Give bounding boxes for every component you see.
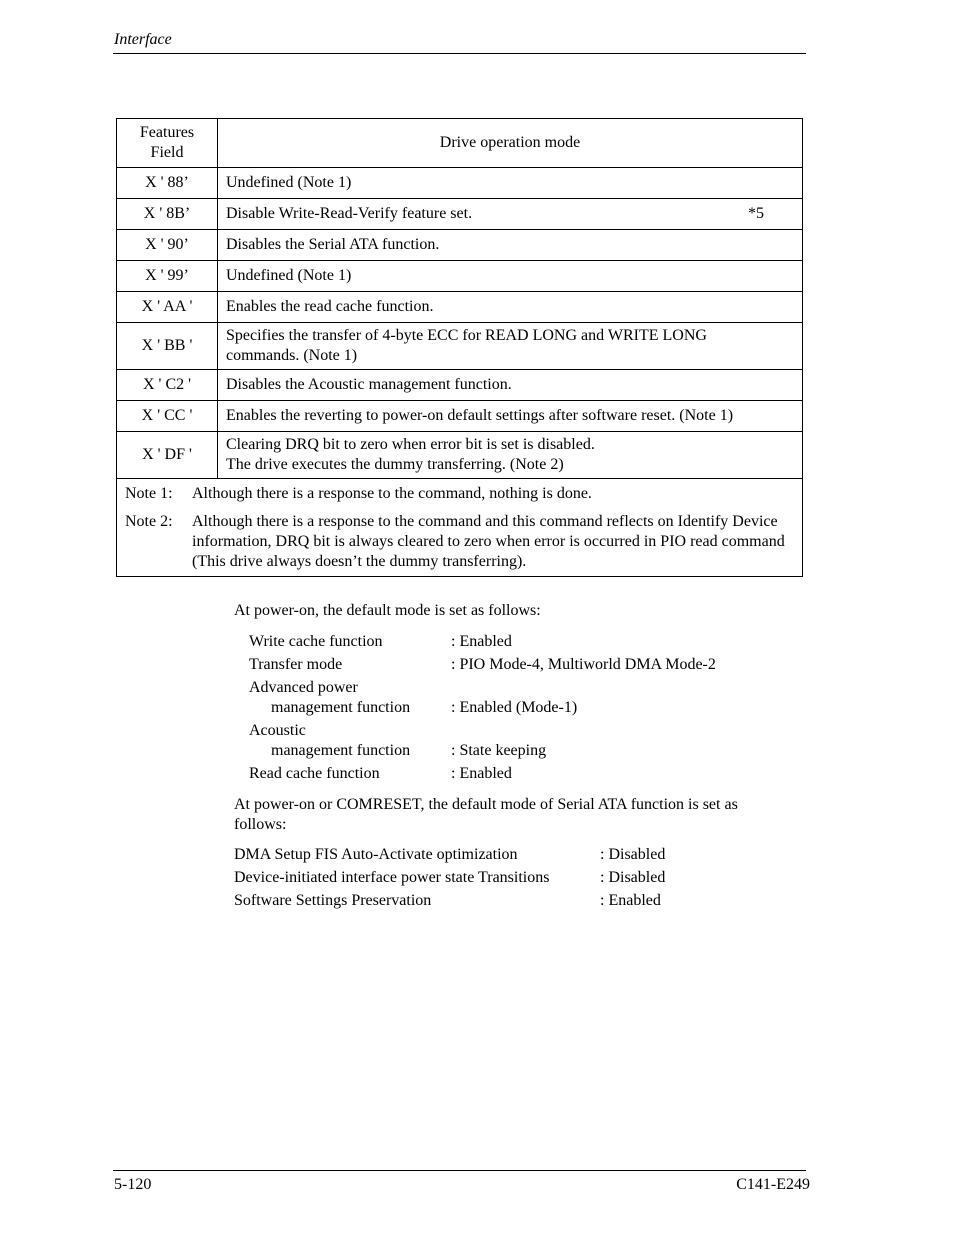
setting-label: Device-initiated interface power state Transitions [234, 869, 550, 886]
feature-code: X ' AA ' [117, 292, 218, 323]
feature-code: X ' 90’ [117, 230, 218, 261]
feature-description: Specifies the transfer of 4-byte ECC for READ LONG and WRITE LONG commands. (Note 1) [218, 323, 803, 370]
list-item [234, 845, 665, 865]
table-header-row [117, 119, 803, 168]
setting-value: : Enabled (Mode-1) [451, 699, 578, 716]
feature-description: Disables the Serial ATA function. [218, 230, 803, 261]
feature-code: X ' 99’ [117, 261, 218, 292]
feature-description: Disable Write-Read-Verify feature set. *5 [218, 199, 803, 230]
note-1 [125, 484, 794, 504]
feature-code: X ' 8B’ [117, 199, 218, 230]
list-item [234, 888, 665, 911]
note-label: Note 2: [125, 513, 173, 530]
table-row [117, 292, 803, 323]
feature-description: Undefined (Note 1) [218, 168, 803, 199]
setting-label: Write cache function [249, 633, 383, 650]
setting-label: Acoustic management function [249, 722, 411, 759]
list-item [249, 632, 716, 652]
setting-value: : Enabled [451, 633, 512, 650]
feature-description: Clearing DRQ bit to zero when error bit is set is disabled. The drive executes the dummy transferring. (Note 2) [218, 432, 803, 479]
list-item [249, 718, 716, 761]
footnote-mark: *5 [748, 205, 764, 222]
setting-value: : State keeping [451, 742, 547, 759]
note-2 [125, 512, 794, 572]
sata-defaults-list [234, 845, 665, 911]
list-item [234, 865, 665, 888]
table-row [117, 323, 803, 370]
features-table [116, 118, 803, 577]
list-item [249, 675, 716, 718]
setting-value: : PIO Mode-4, Multiworld DMA Mode-2 [451, 656, 716, 673]
table-row [117, 230, 803, 261]
note-label: Note 1: [125, 485, 173, 502]
list-item [249, 652, 716, 675]
footer-rule [113, 1170, 806, 1171]
table-row [117, 432, 803, 479]
setting-label: Transfer mode [249, 656, 343, 673]
setting-label: Advanced power management function [249, 679, 411, 716]
notes-row [117, 479, 803, 577]
feature-code: X ' C2 ' [117, 370, 218, 401]
feature-code: X ' CC ' [117, 401, 218, 432]
document-code: C141-E249 [736, 1176, 810, 1193]
note-text: Although there is a response to the command, nothing is done. [192, 485, 592, 502]
setting-label: DMA Setup FIS Auto-Activate optimization [234, 846, 518, 863]
table-row [117, 199, 803, 230]
table-row [117, 168, 803, 199]
setting-label: Software Settings Preservation [234, 892, 432, 909]
setting-value: : Enabled [600, 892, 661, 909]
feature-code: X ' 88’ [117, 168, 218, 199]
note-text: Although there is a response to the command and this command reflects on Identify Device information, DRQ bit is always cleared to zero when error is occurred in PIO read command (This drive always doesn’t the dummy transferring). [192, 513, 785, 570]
setting-label: Read cache function [249, 765, 380, 782]
setting-value: : Disabled [600, 869, 666, 886]
feature-description: Enables the read cache function. [218, 292, 803, 323]
power-on-defaults-intro: At power-on, the default mode is set as follows: [234, 602, 541, 619]
setting-value: : Enabled [451, 765, 512, 782]
drive-operation-mode-header: Drive operation mode [218, 119, 803, 168]
feature-code: X ' BB ' [117, 323, 218, 370]
feature-code: X ' DF ' [117, 432, 218, 479]
features-field-header: Features Field [117, 119, 218, 168]
list-item [249, 761, 716, 784]
feature-description: Undefined (Note 1) [218, 261, 803, 292]
table-row [117, 401, 803, 432]
header-rule [113, 53, 806, 54]
feature-description: Enables the reverting to power-on default settings after software reset. (Note 1) [218, 401, 803, 432]
table-row [117, 261, 803, 292]
running-header: Interface [114, 31, 172, 48]
table-notes [117, 479, 803, 577]
power-on-defaults-list [249, 632, 716, 784]
table-row [117, 370, 803, 401]
page-number: 5-120 [114, 1176, 152, 1193]
feature-description: Disables the Acoustic management function. [218, 370, 803, 401]
setting-value: : Disabled [600, 846, 666, 863]
sata-defaults-intro: At power-on or COMRESET, the default mode of Serial ATA function is set as follows: [234, 796, 738, 833]
